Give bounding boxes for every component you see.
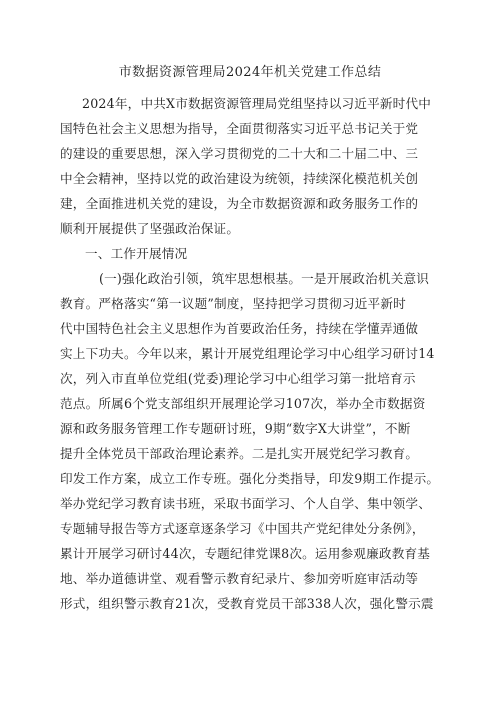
intro-line: 顺利开展提供了坚强政治保证。 [60, 221, 240, 236]
body-line: 累计开展学习研讨44次，专题纪律党课8次。运用参观廉政教育基 [60, 546, 431, 561]
body-line: 印发工作方案，成立工作专班。强化分类指导，印发9期工作提示。 [60, 471, 440, 486]
document-title: 市数据资源管理局2024年机关党建工作总结 [118, 65, 382, 80]
body-line: 地、举办道德讲堂、观看警示教育纪录片、参加旁听庭审活动等 [60, 571, 419, 586]
body-line: 教育。严格落实“第一议题”制度，坚持把学习贯彻习近平新时 [60, 296, 406, 311]
intro-line: 中全会精神，坚持以党的政治建设为统领，持续深化模范机关创 [60, 171, 419, 186]
body-line: 举办党纪学习教育读书班，采取书面学习、个人自学、集中领学、 [60, 496, 432, 511]
body-line: 范点。所属6个党支部组织开展理论学习107次，举办全市数据资 [60, 396, 426, 411]
intro-line: 的建设的重要思想，深入学习贯彻党的二十大和二十届二中、三 [60, 146, 419, 161]
intro-line: 建，全面推进机关党的建设，为全市数据资源和政务服务工作的 [60, 196, 419, 211]
body-line: 形式，组织警示教育21次，受教育党员干部338人次，强化警示震 [60, 596, 434, 611]
body-line: 提升全体党员干部政治理论素养。二是扎实开展党纪学习教育。 [60, 446, 419, 461]
intro-line: 2024年，中共X市数据资源管理局党组坚持以习近平新时代中 [82, 96, 432, 111]
body-line: 次，列入市直单位党组(党委)理论学习中心组学习第一批培育示 [60, 371, 416, 386]
intro-line: 国特色社会主义思想为指导，全面贯彻落实习近平总书记关于党 [60, 121, 419, 136]
body-line: 专题辅导报告等方式逐章逐条学习《中国共产党纪律处分条例》， [60, 521, 425, 536]
body-line: 源和政务服务管理工作专题研讨班，9期“数字X大讲堂”，不断 [60, 421, 411, 436]
body-line: 代中国特色社会主义思想作为首要政治任务，持续在学懂弄通做 [60, 321, 419, 336]
body-line: 实上下功夫。今年以来，累计开展党组理论学习中心组学习研讨14 [60, 346, 435, 361]
body-line: (一)强化政治引领，筑牢思想根基。一是开展政治机关意识 [99, 271, 430, 286]
section-heading: 一、工作开展情况 [85, 246, 188, 261]
